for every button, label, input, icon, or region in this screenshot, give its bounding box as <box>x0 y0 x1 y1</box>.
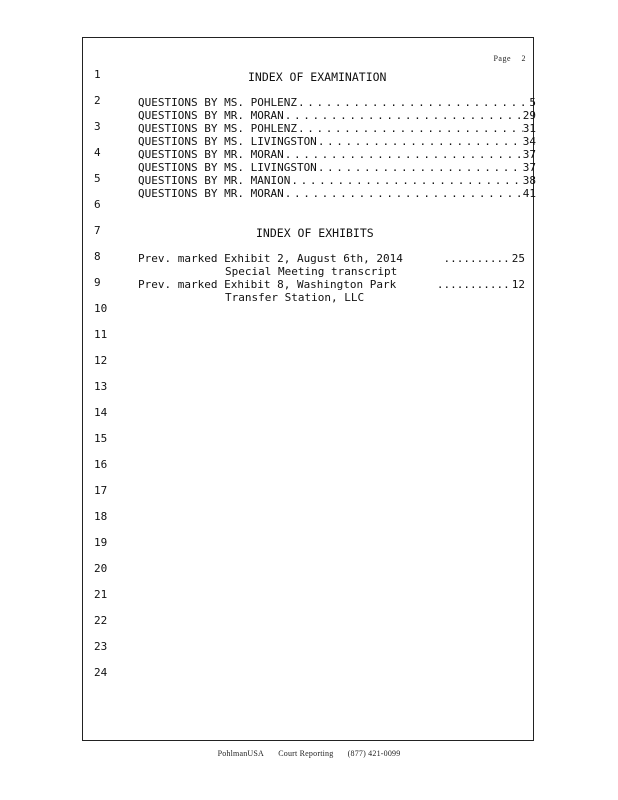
exhibit-entry-description: Transfer Station, LLC <box>225 291 365 304</box>
examination-entry-page: 38 <box>522 174 536 187</box>
line-number: 22 <box>94 614 108 627</box>
examination-entry-label: QUESTIONS BY MS. POHLENZ <box>138 122 297 135</box>
line-number: 9 <box>94 276 101 289</box>
dot-leader <box>284 109 523 122</box>
examination-entry-label: QUESTIONS BY MR. MANION <box>138 174 291 187</box>
line-number: 17 <box>94 484 108 497</box>
examination-entry-page: 34 <box>522 135 536 148</box>
dot-leader <box>284 148 523 161</box>
examination-entry-label: QUESTIONS BY MS. LIVINGSTON <box>138 135 317 148</box>
footer-company: PohlmanUSA <box>217 749 265 758</box>
exhibit-entry-description: Special Meeting transcript <box>225 265 398 278</box>
dot-leader <box>317 135 523 148</box>
footer-phone: (877) 421-0099 <box>347 749 401 758</box>
examination-entry-page: 5 <box>529 96 536 109</box>
examination-entry-label: QUESTIONS BY MS. LIVINGSTON <box>138 161 317 174</box>
examination-entry <box>138 174 536 187</box>
examination-entry <box>138 135 536 148</box>
examination-entry <box>138 122 536 135</box>
dot-leader <box>317 161 523 174</box>
index-of-examination-heading: INDEX OF EXAMINATION <box>248 70 387 84</box>
page-number-value: 2 <box>521 54 526 63</box>
dot-leader: .......... <box>443 252 510 265</box>
index-of-exhibits-heading: INDEX OF EXHIBITS <box>256 226 374 240</box>
dot-leader <box>297 122 523 135</box>
line-number: 4 <box>94 146 101 159</box>
examination-entry-page: 37 <box>522 148 536 161</box>
line-number: 19 <box>94 536 108 549</box>
exhibits-index-list <box>138 252 525 304</box>
dot-leader <box>290 174 522 187</box>
examination-entry-label: QUESTIONS BY MR. MORAN <box>138 109 284 122</box>
examination-entry-page: 29 <box>522 109 536 122</box>
dot-leader: ........... <box>436 278 510 291</box>
examination-entry-page: 31 <box>522 122 536 135</box>
line-number: 12 <box>94 354 108 367</box>
examination-entry <box>138 96 536 109</box>
line-number: 11 <box>94 328 108 341</box>
line-number: 3 <box>94 120 101 133</box>
exhibit-entry <box>138 252 525 278</box>
footer-service: Court Reporting <box>278 749 334 758</box>
exhibit-entry-label: Prev. marked Exhibit 2, August 6th, 2014 <box>138 252 403 265</box>
exhibit-entry-label: Prev. marked Exhibit 8, Washington Park <box>138 278 397 291</box>
examination-entry-label: QUESTIONS BY MS. POHLENZ <box>138 96 297 109</box>
line-number: 20 <box>94 562 108 575</box>
exhibit-entry-page: 12 <box>511 278 525 291</box>
line-number: 6 <box>94 198 101 211</box>
line-number: 18 <box>94 510 108 523</box>
examination-entry-label: QUESTIONS BY MR. MORAN <box>138 187 284 200</box>
examination-entry-page: 37 <box>522 161 536 174</box>
line-number: 14 <box>94 406 108 419</box>
line-number: 23 <box>94 640 108 653</box>
examination-entry-page: 41 <box>522 187 536 200</box>
examination-entry <box>138 187 536 200</box>
dot-leader <box>297 96 529 109</box>
line-number: 24 <box>94 666 108 679</box>
line-number: 15 <box>94 432 108 445</box>
line-number: 5 <box>94 172 101 185</box>
line-number: 8 <box>94 250 101 263</box>
examination-entry <box>138 161 536 174</box>
line-number: 13 <box>94 380 108 393</box>
exhibit-entry-page: 25 <box>511 252 525 265</box>
line-number: 2 <box>94 94 101 107</box>
examination-entry <box>138 148 536 161</box>
line-number: 7 <box>94 224 101 237</box>
page-label: Page <box>493 54 511 63</box>
dot-leader <box>284 187 523 200</box>
page-number <box>493 54 526 63</box>
page-footer <box>0 749 618 758</box>
line-number: 10 <box>94 302 108 315</box>
examination-entry-label: QUESTIONS BY MR. MORAN <box>138 148 284 161</box>
line-number: 1 <box>94 68 101 81</box>
examination-entry <box>138 109 536 122</box>
line-number-column <box>94 68 107 692</box>
examination-index-list <box>138 96 536 200</box>
exhibit-entry <box>138 278 525 304</box>
line-number: 21 <box>94 588 108 601</box>
line-number: 16 <box>94 458 108 471</box>
